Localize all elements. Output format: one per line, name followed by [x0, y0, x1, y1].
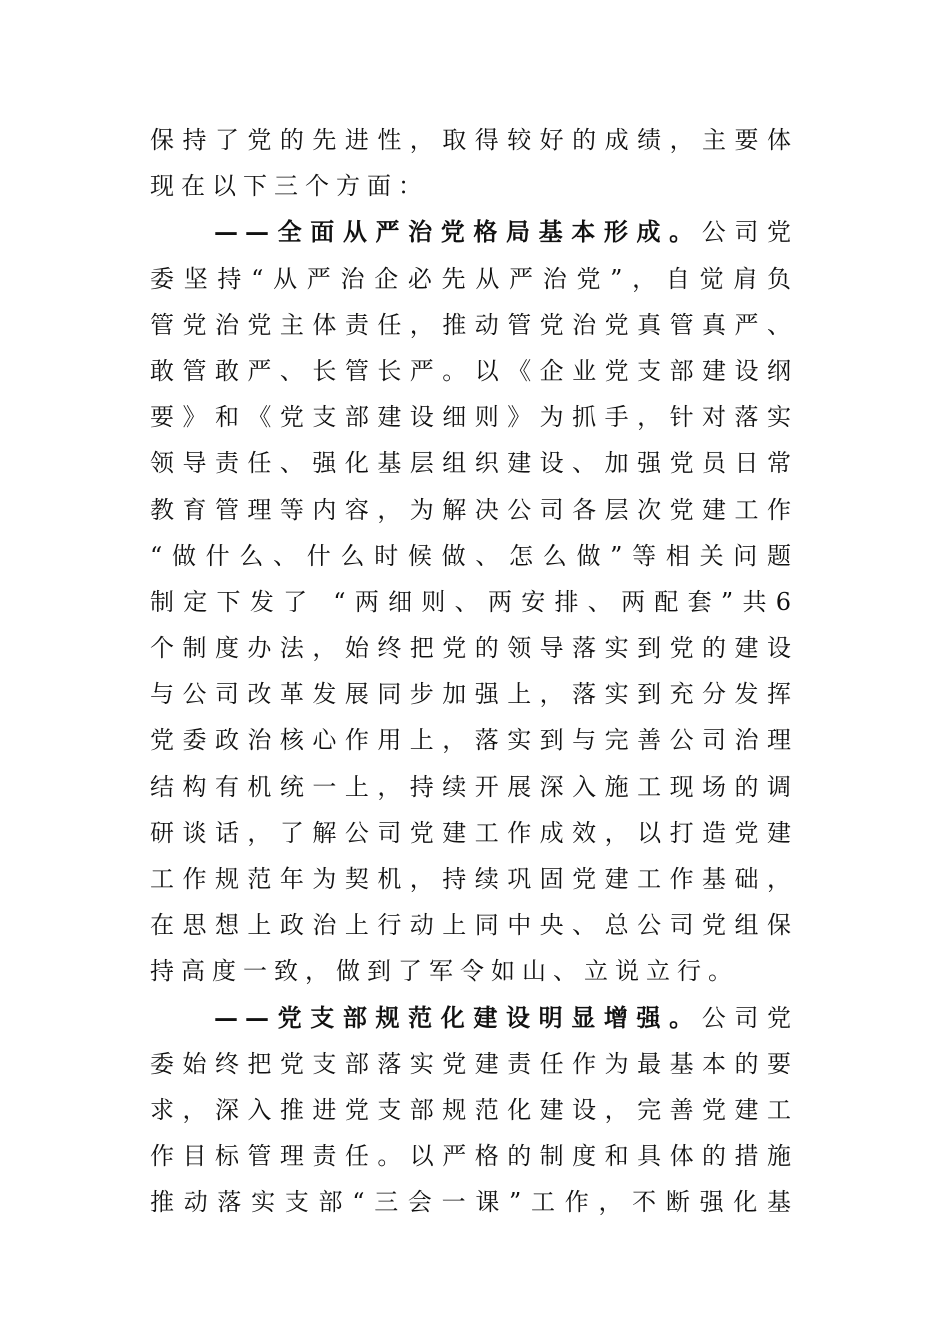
text-line: “做什么、什么时候做、怎么做”等相关问题: [150, 541, 798, 570]
text-line: 要》和《党支部建设细则》为抓手，针对落实: [150, 403, 798, 432]
paragraph-intro: [150, 120, 798, 212]
text-line: 保持了党的先进性，取得较好的成绩，主要体: [150, 126, 798, 154]
text-line: 研谈话，了解公司党建工作成效，以打造党建: [150, 818, 798, 847]
paragraph-section-1: [150, 212, 798, 997]
heading-line: [150, 212, 798, 258]
text-line: 持高度一致，做到了军令如山、立说立行。: [150, 957, 739, 986]
text-line: 制定下发了 “两细则、两安排、两配套”共6: [150, 587, 798, 616]
text-line: 管党治党主体责任，推动管党治党真管真严、: [150, 310, 798, 339]
paragraph-section-2: [150, 998, 798, 1229]
text-line: 委始终把党支部落实党建责任作为最基本的要: [150, 1049, 798, 1078]
text-line: 作目标管理责任。以严格的制度和具体的措施: [150, 1142, 798, 1171]
text-line: 教育管理等内容，为解决公司各层次党建工作: [150, 495, 798, 524]
text-line: 结构有机统一上，持续开展深入施工现场的调: [150, 772, 798, 801]
text-line: 委坚持“从严治企必先从严治党”，自觉肩负: [150, 264, 798, 293]
text-line: 工作规范年为契机，持续巩固党建工作基础，: [150, 865, 798, 893]
text-line: 敢管敢严、长管长严。以《企业党支部建设纲: [150, 356, 798, 385]
section-heading: ——全面从严治党格局基本形成。: [214, 217, 702, 247]
text-fragment: 公司党: [701, 1003, 798, 1032]
text-line: 个制度办法，始终把党的领导落实到党的建设: [150, 634, 798, 663]
text-fragment: 公司党: [701, 218, 798, 247]
text-line: 领导责任、强化基层组织建设、加强党员日常: [150, 449, 798, 478]
text-line: 党委政治核心作用上，落实到与完善公司治理: [150, 726, 798, 755]
text-line: 推动落实支部“三会一课”工作，不断强化基: [150, 1188, 798, 1217]
document-page: [150, 120, 798, 1229]
text-line: 现在以下三个方面：: [150, 172, 429, 201]
text-line: 与公司改革发展同步加强上，落实到充分发挥: [150, 680, 798, 709]
text-line: 在思想上政治上行动上同中央、总公司党组保: [150, 911, 798, 940]
section-heading: ——党支部规范化建设明显增强。: [214, 1002, 702, 1032]
heading-line: [150, 998, 798, 1044]
text-line: 求，深入推进党支部规范化建设，完善党建工: [150, 1095, 798, 1124]
